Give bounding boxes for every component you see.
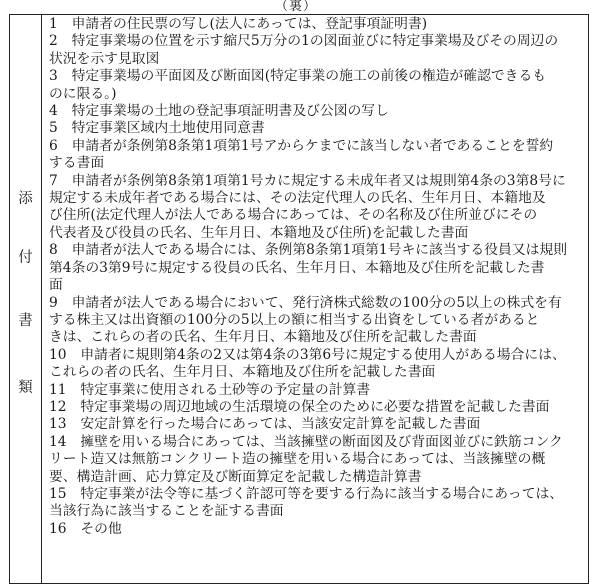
attachment-item-line: 15 特定事業が法令等に基づく許認可等を要する行為に該当する場合にあっては、 (49, 485, 564, 502)
attachment-item-line: 5 特定事業区域内土地使用同意書 (49, 120, 265, 137)
attachment-item-line: 要、構造計画、応力算定及び断面算定を記載した構造計算書 (49, 468, 422, 485)
attachment-item-line: 2 特定事業場の位置を示す縮尺5万分の1の図面並びに特定事業場及びその周辺の (49, 33, 559, 50)
attachment-item (49, 521, 588, 538)
attachment-item-text (49, 120, 587, 137)
attachment-item-line: のに限る。) (49, 85, 117, 102)
attachment-item-text (49, 434, 587, 486)
attachment-item-line: び住所(法定代理人が法人である場合にあっては、その名称及び住所並びにその (49, 207, 538, 224)
attachment-item-line: 1 申請者の住民票の写し(法人にあっては、登記事項証明書) (49, 16, 428, 32)
attachment-item-text (49, 173, 587, 243)
attachment-item-line: 6 申請者が条例第8条第1項第1号アからケまでに該当しない者であることを誓約 (49, 137, 554, 154)
attachment-item-line: 8 申請者が法人である場合には、条例第8条第1項第1号キに該当する役員又は規則 (49, 242, 568, 259)
attachment-item-line: 14 擁壁を用いる場合にあっては、当該擁壁の断面図及び背面図並びに鉄筋コンク (49, 433, 563, 450)
attachment-item (49, 103, 588, 120)
attachment-item-line: 7 申請者が条例第8条第1項第1号カに規定する未成年者又は規則第4条の3第8号に (49, 172, 566, 189)
attachment-item-line: 4 特定事業場の土地の登記事項証明書及び公図の写し (49, 103, 389, 120)
attachment-item-line: 10 申請者に規則第4条の2又は第4条の3第6号に規定する使用人がある場合には、 (49, 346, 566, 363)
attachment-item (49, 33, 588, 68)
attachment-item (49, 416, 588, 433)
attachment-item (49, 16, 588, 33)
attachment-item-text (49, 295, 587, 347)
attachment-item-text (49, 33, 587, 68)
attachment-item-line: 13 安定計算を行った場合にあっては、当該安定計算を記載した書面 (49, 416, 481, 433)
attachment-item-line: 代表者及び役員の氏名、生年月日、本籍地及び住所)を記載した書面 (49, 224, 469, 241)
attachment-item-line: 状況を示す見取図 (49, 50, 160, 67)
attachment-item-text (49, 347, 587, 382)
attachment-item-line: 当該行為に該当することを証する書面 (49, 503, 284, 520)
attachment-item-line: する書面 (49, 155, 105, 172)
page-heading: （裏） (274, 0, 317, 14)
attachment-item (49, 486, 588, 521)
attachment-item-line: 規定する未成年者である場合には、その法定代理人の氏名、生年月日、本籍地及 (49, 190, 546, 207)
attachment-item (49, 295, 588, 347)
attachment-item-text (49, 138, 587, 173)
attachment-item-text (49, 103, 587, 120)
attachment-item-text (49, 416, 587, 433)
label-char-1: 添 (18, 191, 33, 207)
attachment-item (49, 68, 588, 103)
attachment-item-text (49, 16, 587, 33)
attachment-item-text (49, 486, 587, 521)
label-char-3: 書 (18, 313, 33, 329)
attachment-item-line: 面 (49, 277, 63, 294)
attachments-table (9, 14, 589, 584)
attachment-item-line: これらの者の氏名、生年月日、本籍地及び住所を記載した書面 (49, 364, 436, 381)
attachment-item (49, 434, 588, 486)
attachments-label-cell (10, 15, 42, 583)
attachment-item-text (49, 242, 587, 294)
attachment-item (49, 173, 588, 243)
attachment-item-line: する株主又は出資額の100分の5以上の額に相当する出資をしている者があると (49, 311, 540, 328)
attachment-item (49, 399, 588, 416)
attachments-list (42, 15, 588, 583)
attachment-item (49, 382, 588, 399)
attachment-item-line: リート造又は無筋コンクリート造の擁壁を用いる場合にあっては、当該擁壁の概 (49, 451, 546, 468)
attachment-item (49, 242, 588, 294)
attachment-item-text (49, 399, 587, 416)
attachment-item (49, 347, 588, 382)
attachment-item-line: 3 特定事業場の平面図及び断面図(特定事業の施工の前後の権造が確認できるも (49, 68, 547, 85)
attachment-item-text (49, 521, 587, 538)
label-char-4: 類 (18, 380, 33, 396)
attachment-item-line: きは、これらの者の氏名、生年月日、本籍地及び住所を記載した書面 (49, 329, 477, 346)
attachment-item (49, 120, 588, 137)
attachment-item (49, 138, 588, 173)
attachment-item-line: 12 特定事業場の周辺地域の生活環境の保全のために必要な措置を記載した書面 (49, 398, 550, 415)
attachment-item-line: 第4条の3第9号に規定する役員の氏名、生年月日、本籍地及び住所を記載した書 (49, 259, 545, 276)
attachment-item-line: 16 その他 (49, 520, 122, 537)
attachment-item-text (49, 382, 587, 399)
attachment-item-line: 11 特定事業に使用される土砂等の予定量の計算書 (49, 381, 371, 398)
label-char-2: 付 (18, 250, 33, 266)
attachment-item-line: 9 申請者が法人である場合において、発行済株式総数の100分の5以上の株式を有 (49, 294, 562, 311)
attachment-item-text (49, 68, 587, 103)
